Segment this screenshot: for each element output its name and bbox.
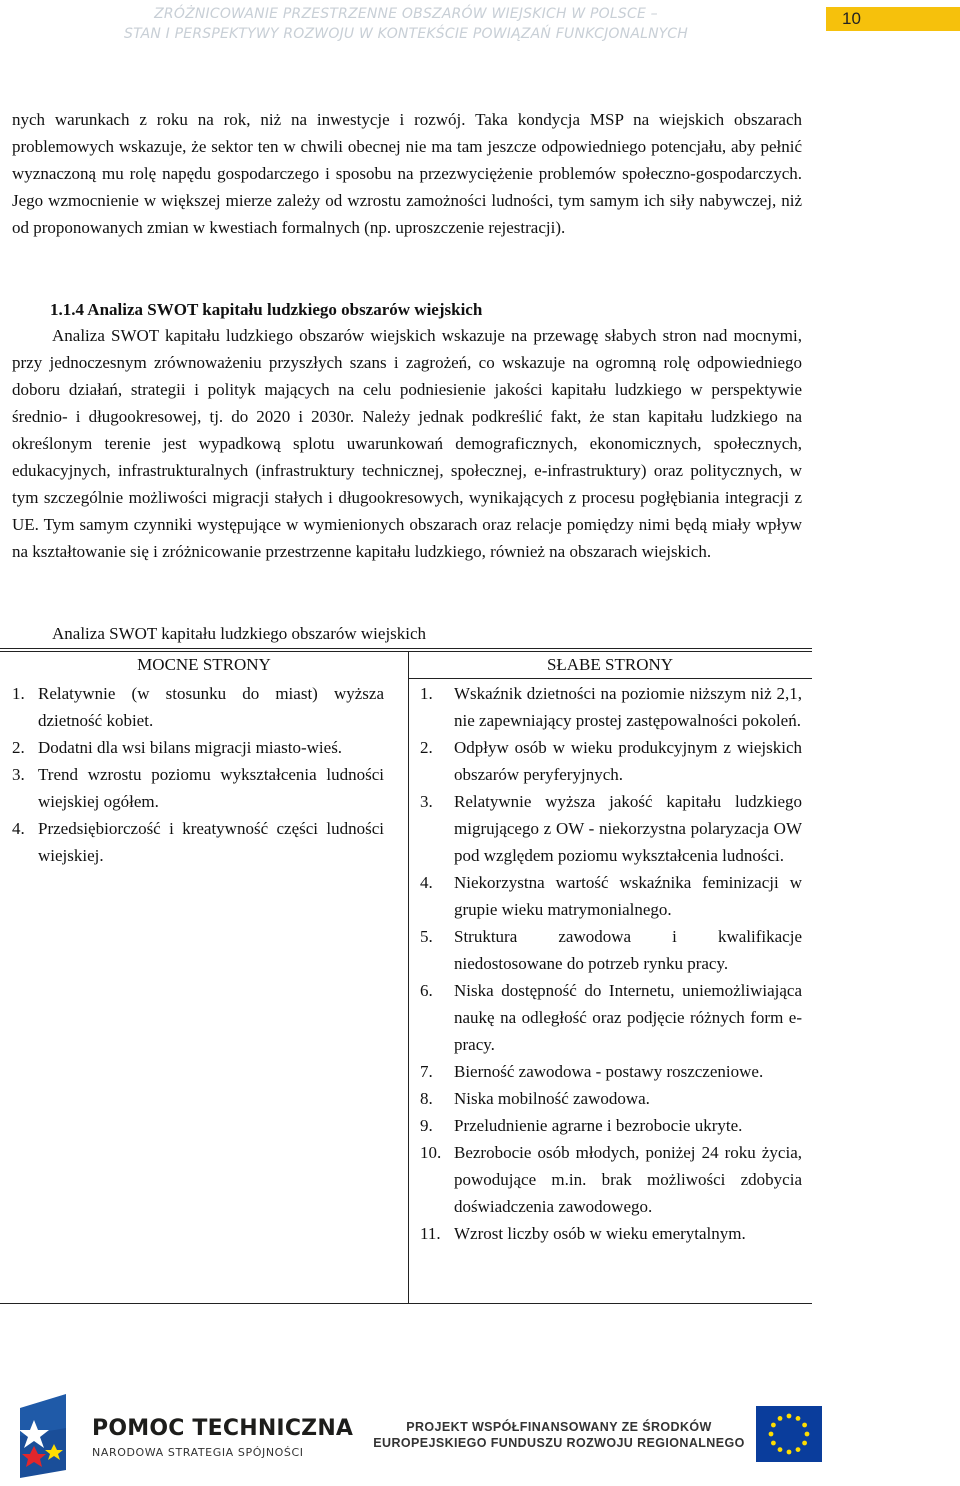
strength-item: 2. Dodatni dla wsi bilans migracji miasto-wieś. bbox=[12, 738, 343, 757]
header-title-line-2: STAN I PERSPEKTYWY ROZWOJU W KONTEKŚCIE POWIĄZAŃ FUNKCJONALNYCH bbox=[124, 26, 688, 42]
strength-item: 4. Przedsiębiorczość i kreatywność części ludności wiejskiej. bbox=[12, 819, 384, 865]
strengths-list bbox=[12, 680, 384, 869]
weakness-item: 9. Przeludnienie agrarne i bezrobocie ukryte. bbox=[420, 1116, 743, 1135]
section-heading: 1.1.4 Analiza SWOT kapitału ludzkiego obszarów wiejskich bbox=[50, 300, 483, 319]
project-line-2: EUROPEJSKIEGO FUNDUSZU ROZWOJU REGIONALNEGO bbox=[373, 1436, 745, 1450]
weakness-item: 11. Wzrost liczby osób w wieku emerytalnym. bbox=[420, 1224, 746, 1243]
paragraph-swot-intro: Analiza SWOT kapitału ludzkiego obszarów wiejskich wskazuje na przewagę słabych stron nad mocnymi, przy jednoczesnym zrównoważeniu przyszłych szans i zagrożeń, co wskazuje na ogromną rolę odpowiedniego doboru działań, strategii i polityk mających na celu podniesienie jakości kapitału ludzkiego w perspektywie średnio- i długookresowej, tj. do 2020 i 2030r. Należy jednak podkreślić fakt, że stan kapitału ludzkiego na określonym terenie jest wypadkową splotu uwarunkowań demograficznych, ekonomicznych, społecznych, edukacyjnych, infrastrukturalnych (infrastruktury technicznej, społecznej, e-infrastruktury) oraz politycznych, w tym szczególnie możliwości migracji stałych i długookresowych, wynikających z procesu pogłębiania integracji z UE. Tym samym czynniki występujące w wymienionych obszarach oraz relacje pomiędzy nimi będą miały wpływ na kształtowanie się i zróżnicowanie przestrzenne kapitału ludzkiego, również na obszarach wiejskich. bbox=[12, 326, 802, 561]
strengths-header: MOCNE STRONY bbox=[137, 655, 271, 674]
weaknesses-list bbox=[420, 680, 802, 1247]
weaknesses-header: SŁABE STRONY bbox=[546, 655, 674, 674]
weakness-item: 4. Niekorzystna wartość wskaźnika feminizacji w grupie wieku matrymonialnego. bbox=[420, 873, 802, 919]
running-header bbox=[0, 0, 960, 60]
logo-subtitle: NARODOWA STRATEGIA SPÓJNOŚCI bbox=[92, 1446, 304, 1459]
page-number: 10 bbox=[826, 7, 960, 31]
header-row-rule bbox=[408, 678, 812, 679]
column-divider bbox=[408, 651, 409, 1304]
table-bottom-rule bbox=[0, 1303, 812, 1304]
weakness-item: 10. Bezrobocie osób młodych, poniżej 24 roku życia, powodujące m.in. brak możliwości zdobycia doświadczenia zawodowego. bbox=[420, 1143, 802, 1216]
page-footer bbox=[0, 1380, 960, 1486]
strength-item: 1. Relatywnie (w stosunku do miast) wyższa dzietność kobiet. bbox=[12, 684, 384, 730]
weakness-item: 5. Struktura zawodowa i kwalifikacje niedostosowane do potrzeb rynku pracy. bbox=[420, 927, 802, 973]
weakness-item: 6. Niska dostępność do Internetu, uniemożliwiająca naukę na odległość oraz podjęcie różnych form e-pracy. bbox=[420, 981, 802, 1054]
project-line-1: PROJEKT WSPÓŁFINANSOWANY ZE ŚRODKÓW bbox=[406, 1420, 712, 1434]
table-caption: Analiza SWOT kapitału ludzkiego obszarów wiejskich bbox=[52, 624, 427, 643]
eu-flag-icon bbox=[756, 1406, 822, 1462]
strength-item: 3. Trend wzrostu poziomu wykształcenia ludności wiejskiej ogółem. bbox=[12, 765, 384, 811]
weakness-item: 3. Relatywnie wyższa jakość kapitału ludzkiego migrującego z OW - niekorzystna polaryzacja OW pod względem poziomu wykształcenia ludności. bbox=[420, 792, 802, 865]
weakness-item: 7. Bierność zawodowa - postawy roszczeniowe. bbox=[420, 1062, 764, 1081]
header-title-line-1: ZRÓŻNICOWANIE PRZESTRZENNE OBSZARÓW WIEJSKICH W POLSCE – bbox=[154, 6, 658, 22]
pomoc-techniczna-logo-icon bbox=[14, 1390, 84, 1482]
weakness-item: 8. Niska mobilność zawodowa. bbox=[420, 1089, 650, 1108]
logo-title: POMOC TECHNICZNA bbox=[92, 1416, 354, 1441]
weakness-item: 1. Wskaźnik dzietności na poziomie niższym niż 2,1, nie zapewniający prostej zastępowalności pokoleń. bbox=[420, 684, 802, 730]
paragraph-msp: nych warunkach z roku na rok, niż na inwestycje i rozwój. Taka kondycja MSP na wiejskich obszarach problemowych wskazuje, że sektor ten w chwili obecnej nie ma tam jeszcze odpowiedniego potencjału, aby pełnić wyznaczoną mu rolę napędu gospodarczego i sposobu na przezwyciężenie problemów społeczno-gospodarczych. Jego wzmocnienie w większej mierze zależy od wzrostu zamożności ludności, tym samym ich siły nabywczej, niż od proponowanych zmian w kwestiach formalnych (np. uproszczenie rejestracji). bbox=[12, 110, 802, 237]
weakness-item: 2. Odpływ osób w wieku produkcyjnym z wiejskich obszarów peryferyjnych. bbox=[420, 738, 802, 784]
